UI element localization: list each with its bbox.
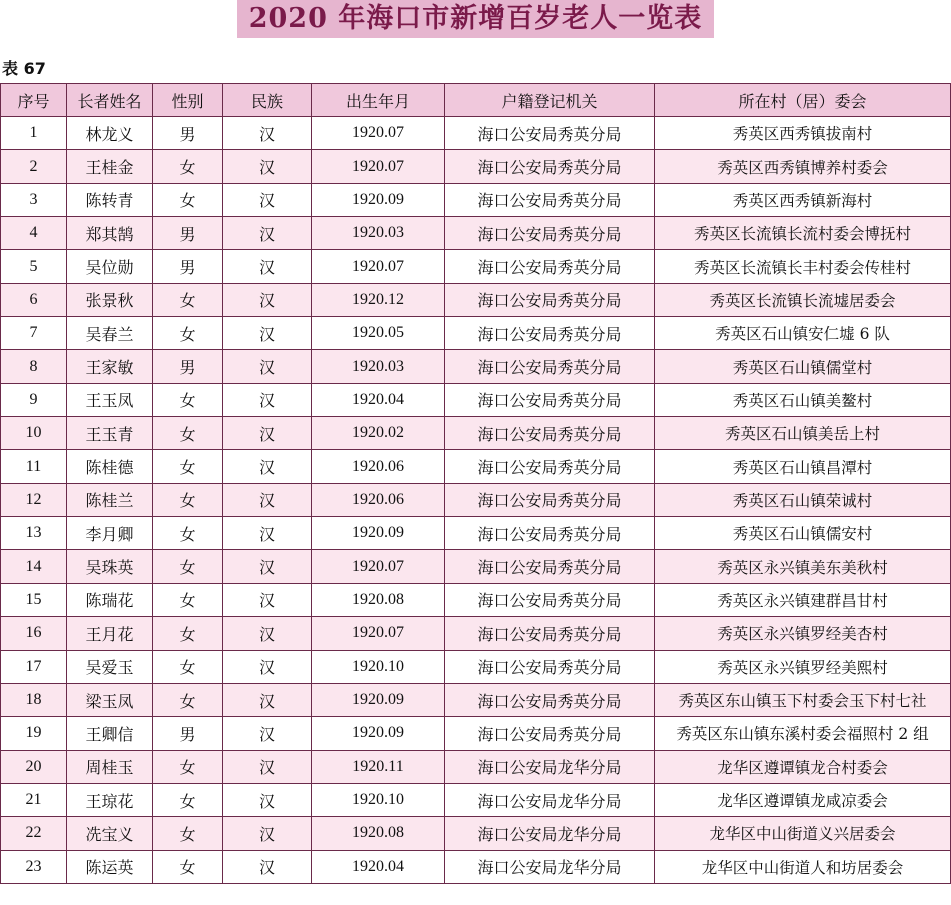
page-title: 2020 年海口市新增百岁老人一览表 bbox=[237, 0, 715, 38]
table-row bbox=[1, 317, 951, 350]
cell-index: 7 bbox=[1, 317, 67, 350]
cell-registry-office: 海口公安局秀英分局 bbox=[445, 283, 655, 316]
table-row bbox=[1, 683, 951, 716]
cell-gender: 女 bbox=[153, 283, 223, 316]
cell-ethnicity: 汉 bbox=[223, 717, 312, 750]
table-row bbox=[1, 417, 951, 450]
cell-village-committee: 龙华区中山街道人和坊居委会 bbox=[655, 850, 951, 883]
table-row bbox=[1, 550, 951, 583]
cell-ethnicity: 汉 bbox=[223, 150, 312, 183]
table-row bbox=[1, 517, 951, 550]
header-birth-date: 出生年月 bbox=[312, 84, 445, 117]
cell-birth-date: 1920.04 bbox=[312, 850, 445, 883]
cell-name: 吴位勋 bbox=[67, 250, 153, 283]
table-row bbox=[1, 850, 951, 883]
cell-birth-date: 1920.08 bbox=[312, 583, 445, 616]
cell-birth-date: 1920.02 bbox=[312, 417, 445, 450]
cell-birth-date: 1920.09 bbox=[312, 183, 445, 216]
cell-ethnicity: 汉 bbox=[223, 117, 312, 150]
cell-index: 12 bbox=[1, 483, 67, 516]
cell-ethnicity: 汉 bbox=[223, 383, 312, 416]
cell-village-committee: 秀英区长流镇长丰村委会传桂村 bbox=[655, 250, 951, 283]
cell-index: 16 bbox=[1, 617, 67, 650]
cell-name: 王琼花 bbox=[67, 783, 153, 816]
cell-village-committee: 秀英区东山镇玉下村委会玉下村七社 bbox=[655, 683, 951, 716]
cell-birth-date: 1920.07 bbox=[312, 617, 445, 650]
cell-ethnicity: 汉 bbox=[223, 483, 312, 516]
cell-index: 19 bbox=[1, 717, 67, 750]
table-row bbox=[1, 350, 951, 383]
cell-ethnicity: 汉 bbox=[223, 450, 312, 483]
cell-gender: 女 bbox=[153, 683, 223, 716]
table-row bbox=[1, 183, 951, 216]
cell-gender: 男 bbox=[153, 117, 223, 150]
cell-birth-date: 1920.06 bbox=[312, 483, 445, 516]
cell-gender: 女 bbox=[153, 750, 223, 783]
cell-gender: 男 bbox=[153, 217, 223, 250]
header-index: 序号 bbox=[1, 84, 67, 117]
cell-village-committee: 秀英区石山镇儒堂村 bbox=[655, 350, 951, 383]
cell-ethnicity: 汉 bbox=[223, 517, 312, 550]
cell-registry-office: 海口公安局秀英分局 bbox=[445, 150, 655, 183]
cell-registry-office: 海口公安局秀英分局 bbox=[445, 483, 655, 516]
cell-gender: 男 bbox=[153, 350, 223, 383]
cell-name: 王桂金 bbox=[67, 150, 153, 183]
header-village-committee: 所在村（居）委会 bbox=[655, 84, 951, 117]
cell-ethnicity: 汉 bbox=[223, 683, 312, 716]
cell-gender: 女 bbox=[153, 817, 223, 850]
cell-ethnicity: 汉 bbox=[223, 783, 312, 816]
cell-ethnicity: 汉 bbox=[223, 283, 312, 316]
cell-birth-date: 1920.06 bbox=[312, 450, 445, 483]
cell-ethnicity: 汉 bbox=[223, 550, 312, 583]
cell-registry-office: 海口公安局秀英分局 bbox=[445, 383, 655, 416]
cell-gender: 女 bbox=[153, 183, 223, 216]
table-row bbox=[1, 383, 951, 416]
header-name: 长者姓名 bbox=[67, 84, 153, 117]
cell-ethnicity: 汉 bbox=[223, 850, 312, 883]
cell-name: 冼宝义 bbox=[67, 817, 153, 850]
cell-registry-office: 海口公安局龙华分局 bbox=[445, 817, 655, 850]
table-row bbox=[1, 650, 951, 683]
cell-gender: 女 bbox=[153, 650, 223, 683]
table-row bbox=[1, 283, 951, 316]
cell-village-committee: 秀英区石山镇美岳上村 bbox=[655, 417, 951, 450]
cell-ethnicity: 汉 bbox=[223, 183, 312, 216]
cell-birth-date: 1920.03 bbox=[312, 350, 445, 383]
cell-name: 陈桂兰 bbox=[67, 483, 153, 516]
cell-name: 吴爱玉 bbox=[67, 650, 153, 683]
cell-index: 17 bbox=[1, 650, 67, 683]
cell-birth-date: 1920.10 bbox=[312, 783, 445, 816]
cell-name: 王家敏 bbox=[67, 350, 153, 383]
header-gender: 性别 bbox=[153, 84, 223, 117]
cell-gender: 男 bbox=[153, 717, 223, 750]
header-ethnicity: 民族 bbox=[223, 84, 312, 117]
cell-ethnicity: 汉 bbox=[223, 417, 312, 450]
table-row bbox=[1, 250, 951, 283]
table-row bbox=[1, 483, 951, 516]
centenarian-table bbox=[0, 83, 951, 884]
cell-name: 吴珠英 bbox=[67, 550, 153, 583]
cell-registry-office: 海口公安局龙华分局 bbox=[445, 850, 655, 883]
table-row bbox=[1, 217, 951, 250]
cell-name: 张景秋 bbox=[67, 283, 153, 316]
table-row bbox=[1, 717, 951, 750]
cell-birth-date: 1920.12 bbox=[312, 283, 445, 316]
cell-registry-office: 海口公安局秀英分局 bbox=[445, 317, 655, 350]
cell-index: 8 bbox=[1, 350, 67, 383]
cell-registry-office: 海口公安局秀英分局 bbox=[445, 183, 655, 216]
cell-registry-office: 海口公安局龙华分局 bbox=[445, 783, 655, 816]
cell-village-committee: 秀英区东山镇东溪村委会福照村 2 组 bbox=[655, 717, 951, 750]
cell-village-committee: 秀英区长流镇长流墟居委会 bbox=[655, 283, 951, 316]
cell-registry-office: 海口公安局秀英分局 bbox=[445, 583, 655, 616]
cell-gender: 女 bbox=[153, 483, 223, 516]
table-row bbox=[1, 583, 951, 616]
header-registry-office: 户籍登记机关 bbox=[445, 84, 655, 117]
cell-index: 18 bbox=[1, 683, 67, 716]
cell-registry-office: 海口公安局秀英分局 bbox=[445, 550, 655, 583]
cell-name: 吴春兰 bbox=[67, 317, 153, 350]
cell-ethnicity: 汉 bbox=[223, 217, 312, 250]
cell-birth-date: 1920.03 bbox=[312, 217, 445, 250]
cell-ethnicity: 汉 bbox=[223, 750, 312, 783]
cell-index: 11 bbox=[1, 450, 67, 483]
cell-registry-office: 海口公安局秀英分局 bbox=[445, 217, 655, 250]
cell-index: 23 bbox=[1, 850, 67, 883]
cell-gender: 女 bbox=[153, 850, 223, 883]
cell-birth-date: 1920.07 bbox=[312, 117, 445, 150]
cell-birth-date: 1920.10 bbox=[312, 650, 445, 683]
cell-name: 周桂玉 bbox=[67, 750, 153, 783]
table-row bbox=[1, 150, 951, 183]
cell-ethnicity: 汉 bbox=[223, 650, 312, 683]
title-banner bbox=[0, 0, 951, 40]
cell-name: 陈桂德 bbox=[67, 450, 153, 483]
cell-village-committee: 秀英区石山镇昌潭村 bbox=[655, 450, 951, 483]
cell-registry-office: 海口公安局秀英分局 bbox=[445, 417, 655, 450]
cell-village-committee: 秀英区西秀镇拔南村 bbox=[655, 117, 951, 150]
cell-name: 王玉凤 bbox=[67, 383, 153, 416]
cell-registry-office: 海口公安局秀英分局 bbox=[445, 517, 655, 550]
cell-village-committee: 秀英区石山镇儒安村 bbox=[655, 517, 951, 550]
cell-village-committee: 秀英区石山镇荣诚村 bbox=[655, 483, 951, 516]
cell-index: 9 bbox=[1, 383, 67, 416]
cell-gender: 女 bbox=[153, 417, 223, 450]
cell-registry-office: 海口公安局龙华分局 bbox=[445, 750, 655, 783]
table-label: 表 67 bbox=[2, 59, 46, 78]
cell-ethnicity: 汉 bbox=[223, 583, 312, 616]
cell-birth-date: 1920.09 bbox=[312, 717, 445, 750]
cell-birth-date: 1920.04 bbox=[312, 383, 445, 416]
cell-gender: 女 bbox=[153, 783, 223, 816]
cell-ethnicity: 汉 bbox=[223, 617, 312, 650]
cell-name: 王玉青 bbox=[67, 417, 153, 450]
cell-registry-office: 海口公安局秀英分局 bbox=[445, 717, 655, 750]
cell-village-committee: 秀英区长流镇长流村委会博抚村 bbox=[655, 217, 951, 250]
cell-village-committee: 秀英区西秀镇博养村委会 bbox=[655, 150, 951, 183]
cell-index: 21 bbox=[1, 783, 67, 816]
cell-index: 20 bbox=[1, 750, 67, 783]
cell-gender: 女 bbox=[153, 617, 223, 650]
cell-birth-date: 1920.05 bbox=[312, 317, 445, 350]
cell-registry-office: 海口公安局秀英分局 bbox=[445, 450, 655, 483]
cell-village-committee: 秀英区永兴镇建群昌甘村 bbox=[655, 583, 951, 616]
cell-registry-office: 海口公安局秀英分局 bbox=[445, 683, 655, 716]
cell-gender: 女 bbox=[153, 317, 223, 350]
cell-gender: 女 bbox=[153, 583, 223, 616]
table-body bbox=[1, 117, 951, 884]
cell-index: 10 bbox=[1, 417, 67, 450]
cell-index: 6 bbox=[1, 283, 67, 316]
cell-ethnicity: 汉 bbox=[223, 350, 312, 383]
cell-birth-date: 1920.11 bbox=[312, 750, 445, 783]
cell-name: 陈瑞花 bbox=[67, 583, 153, 616]
cell-village-committee: 龙华区遵谭镇龙咸凉委会 bbox=[655, 783, 951, 816]
cell-name: 王月花 bbox=[67, 617, 153, 650]
cell-name: 王卿信 bbox=[67, 717, 153, 750]
cell-birth-date: 1920.08 bbox=[312, 817, 445, 850]
cell-index: 15 bbox=[1, 583, 67, 616]
cell-birth-date: 1920.07 bbox=[312, 550, 445, 583]
cell-index: 2 bbox=[1, 150, 67, 183]
cell-gender: 女 bbox=[153, 450, 223, 483]
cell-gender: 女 bbox=[153, 150, 223, 183]
cell-name: 陈转青 bbox=[67, 183, 153, 216]
cell-birth-date: 1920.09 bbox=[312, 517, 445, 550]
cell-birth-date: 1920.07 bbox=[312, 250, 445, 283]
table-row bbox=[1, 817, 951, 850]
cell-village-committee: 秀英区西秀镇新海村 bbox=[655, 183, 951, 216]
cell-village-committee: 秀英区永兴镇罗经美杏村 bbox=[655, 617, 951, 650]
table-row bbox=[1, 750, 951, 783]
cell-registry-office: 海口公安局秀英分局 bbox=[445, 117, 655, 150]
cell-gender: 男 bbox=[153, 250, 223, 283]
table-header-row bbox=[1, 84, 951, 117]
cell-index: 13 bbox=[1, 517, 67, 550]
cell-index: 1 bbox=[1, 117, 67, 150]
cell-registry-office: 海口公安局秀英分局 bbox=[445, 617, 655, 650]
cell-village-committee: 秀英区石山镇安仁墟 6 队 bbox=[655, 317, 951, 350]
cell-name: 郑其鹄 bbox=[67, 217, 153, 250]
cell-index: 22 bbox=[1, 817, 67, 850]
cell-index: 5 bbox=[1, 250, 67, 283]
cell-name: 梁玉凤 bbox=[67, 683, 153, 716]
cell-village-committee: 秀英区永兴镇美东美秋村 bbox=[655, 550, 951, 583]
cell-index: 3 bbox=[1, 183, 67, 216]
cell-registry-office: 海口公安局秀英分局 bbox=[445, 650, 655, 683]
cell-name: 李月卿 bbox=[67, 517, 153, 550]
cell-ethnicity: 汉 bbox=[223, 250, 312, 283]
cell-village-committee: 秀英区永兴镇罗经美熙村 bbox=[655, 650, 951, 683]
cell-village-committee: 龙华区遵谭镇龙合村委会 bbox=[655, 750, 951, 783]
cell-gender: 女 bbox=[153, 550, 223, 583]
cell-birth-date: 1920.07 bbox=[312, 150, 445, 183]
table-row bbox=[1, 117, 951, 150]
cell-ethnicity: 汉 bbox=[223, 817, 312, 850]
cell-gender: 女 bbox=[153, 517, 223, 550]
cell-index: 4 bbox=[1, 217, 67, 250]
cell-name: 林龙义 bbox=[67, 117, 153, 150]
table-row bbox=[1, 783, 951, 816]
cell-index: 14 bbox=[1, 550, 67, 583]
cell-registry-office: 海口公安局秀英分局 bbox=[445, 250, 655, 283]
cell-gender: 女 bbox=[153, 383, 223, 416]
cell-birth-date: 1920.09 bbox=[312, 683, 445, 716]
cell-village-committee: 秀英区石山镇美鳌村 bbox=[655, 383, 951, 416]
cell-village-committee: 龙华区中山街道义兴居委会 bbox=[655, 817, 951, 850]
cell-registry-office: 海口公安局秀英分局 bbox=[445, 350, 655, 383]
cell-ethnicity: 汉 bbox=[223, 317, 312, 350]
table-row bbox=[1, 450, 951, 483]
cell-name: 陈运英 bbox=[67, 850, 153, 883]
table-row bbox=[1, 617, 951, 650]
